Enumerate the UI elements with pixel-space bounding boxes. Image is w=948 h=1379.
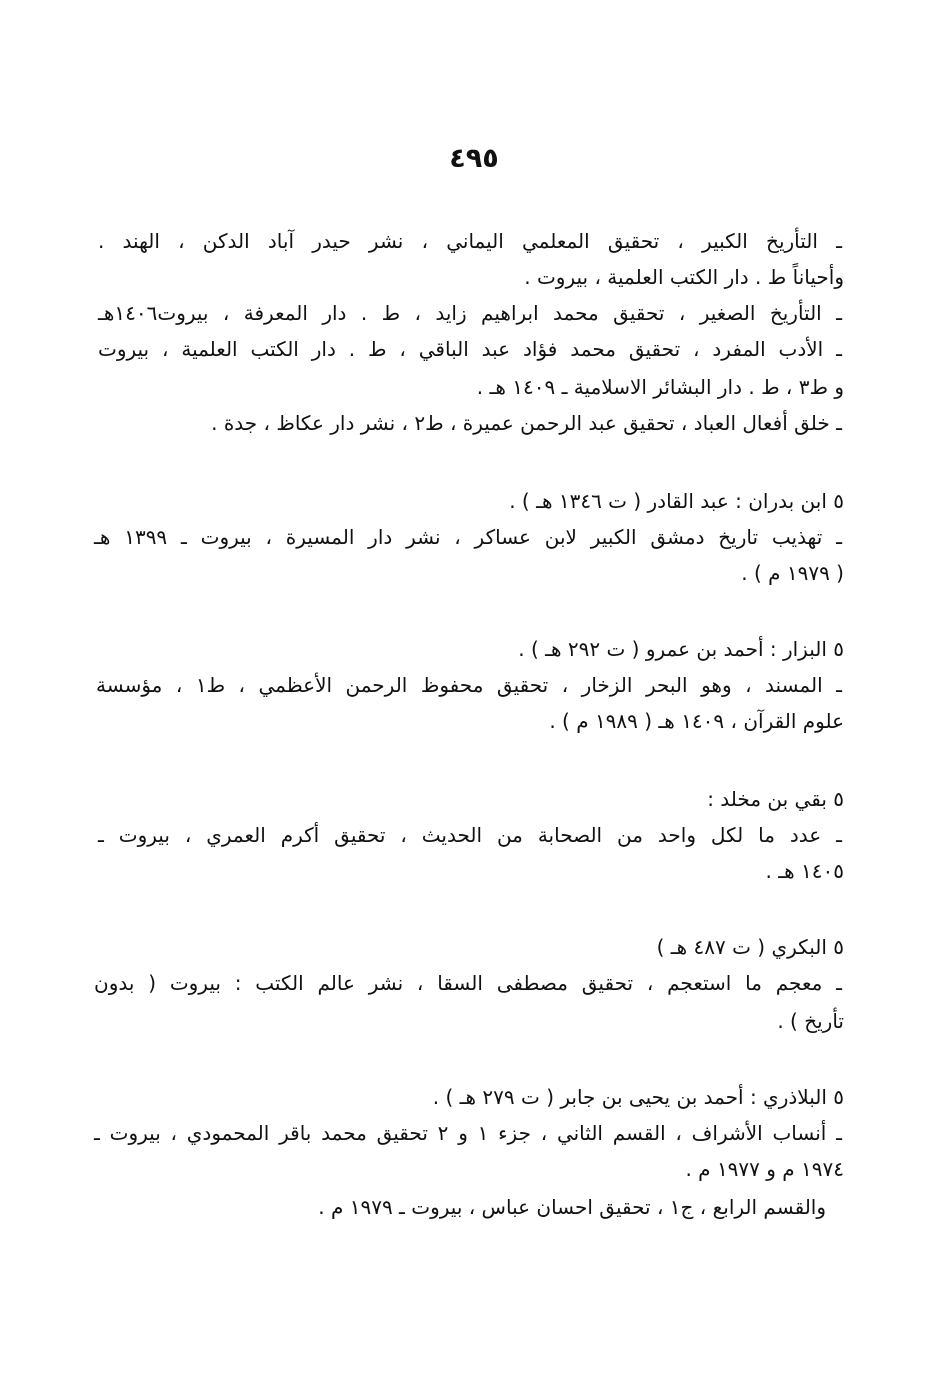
text-line: علوم القرآن ، ١٤٠٩ هـ ( ١٩٨٩ م ) . bbox=[549, 709, 844, 733]
text-line: ـ تهذيب تاريخ دمشق الكبير لابن عساكر ، نشر دار المسيرة ، بيروت ـ ١٣٩٩ هـ bbox=[94, 525, 842, 549]
text-line: ١٤٠٥ هـ . bbox=[765, 859, 844, 883]
text-line: ( ١٩٧٩ م ) . bbox=[741, 561, 844, 585]
page-number: ٤٩٥ bbox=[449, 143, 499, 174]
text-line: ـ معجم ما استعجم ، تحقيق مصطفى السقا ، نشر عالم الكتب : بيروت ( بدون bbox=[94, 971, 842, 995]
text-line: ـ الأدب المفرد ، تحقيق محمد فؤاد عبد الباقي ، ط . دار الكتب العلمية ، بيروت bbox=[98, 337, 842, 361]
text-line: و ط٣ ، ط . دار البشائر الاسلامية ـ ١٤٠٩ هـ . bbox=[476, 375, 844, 399]
author-heading: ٥ البزار : أحمد بن عمرو ( ت ٢٩٢ هـ ) . bbox=[518, 637, 844, 661]
text-line: تأريخ ) . bbox=[777, 1009, 844, 1033]
text-line: ـ أنساب الأشراف ، القسم الثاني ، جزء ١ و ٢ تحقيق محمد باقر المحمودي ، بيروت ـ bbox=[94, 1121, 842, 1145]
text-line: وأحياناً ط . دار الكتب العلمية ، بيروت . bbox=[524, 265, 844, 289]
author-heading: ٥ البلاذري : أحمد بن يحيى بن جابر ( ت ٢٧٩ هـ ) . bbox=[432, 1085, 844, 1109]
text-line: ١٩٧٤ م و ١٩٧٧ م . bbox=[685, 1157, 844, 1181]
author-heading: ٥ ابن بدران : عبد القادر ( ت ١٣٤٦ هـ ) . bbox=[509, 489, 844, 513]
author-heading: ٥ البكري ( ت ٤٨٧ هـ ) bbox=[656, 935, 844, 959]
text-line: ـ المسند ، وهو البحر الزخار ، تحقيق محفوظ الرحمن الأعظمي ، ط١ ، مؤسسة bbox=[96, 673, 842, 697]
text-line: ـ التأريخ الصغير ، تحقيق محمد ابراهيم زايد ، ط . دار المعرفة ، بيروت١٤٠٦هـ bbox=[98, 301, 842, 325]
text-line: ـ التأريخ الكبير ، تحقيق المعلمي اليماني ، نشر حيدر آباد الدكن ، الهند . bbox=[98, 229, 842, 253]
text-line: ـ خلق أفعال العباد ، تحقيق عبد الرحمن عميرة ، ط٢ ، نشر دار عكاظ ، جدة . bbox=[211, 411, 842, 435]
text-line: والقسم الرابع ، ج١ ، تحقيق احسان عباس ، بيروت ـ ١٩٧٩ م . bbox=[318, 1195, 826, 1219]
text-line: ـ عدد ما لكل واحد من الصحابة من الحديث ، تحقيق أكرم العمري ، بيروت ـ bbox=[98, 823, 842, 847]
author-heading: ٥ بقي بن مخلد : bbox=[707, 787, 844, 811]
